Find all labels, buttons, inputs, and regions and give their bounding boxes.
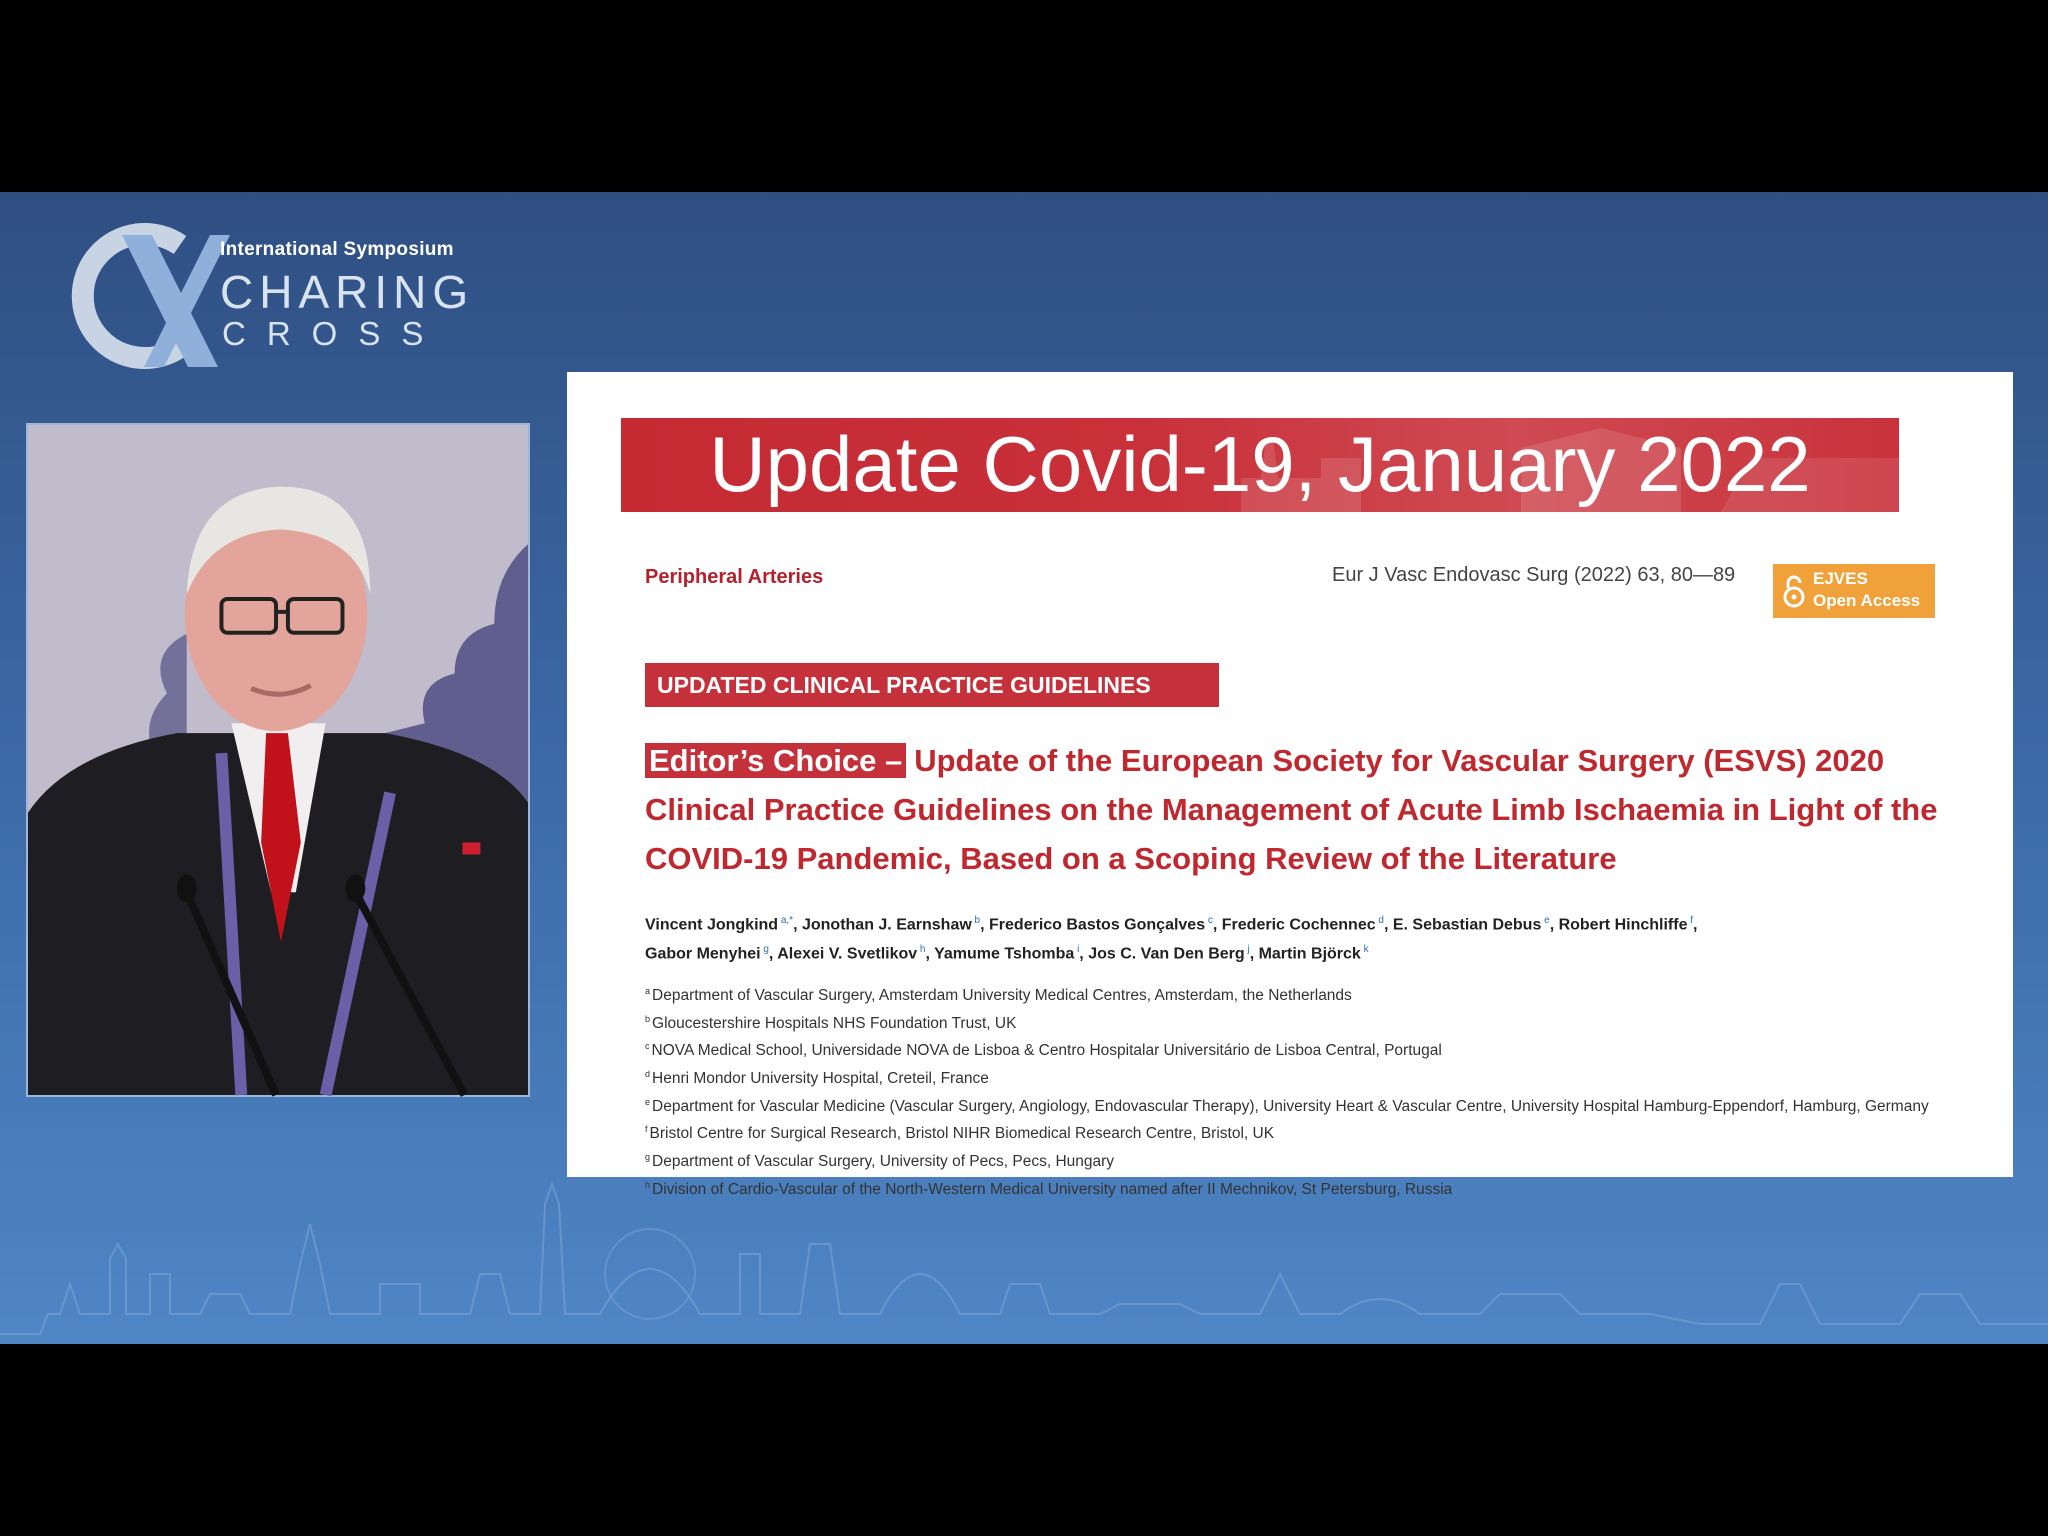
affiliation-marker: c — [645, 1041, 650, 1052]
author-list: Vincent Jongkind $^{a,*}$, Jonothan J. Earnshaw $^b$, Frederico Bastos Gonçalves $^c$, Frederic Cochennec $^d$, E. Sebastian Debus $^e$, Robert Hinchliffe $^f$, Gabor Menyhei $^g$, Alexei V. Svetlikov $^h$, Yamume Tshomba $^i$, Jos C. Van Den Berg $^j$, Martin Björck $^k$ — [645, 915, 1698, 963]
author-affiliation-marker: b — [971, 915, 981, 926]
affiliation-marker: g — [645, 1151, 651, 1162]
affiliation-row — [645, 1174, 1945, 1202]
article-title — [645, 736, 1945, 883]
charing-cross-logo — [60, 217, 480, 377]
affiliation-marker: b — [645, 1013, 651, 1024]
author-name: Frederico Bastos Gonçalves — [989, 916, 1206, 934]
presentation-stage — [0, 192, 2048, 1344]
author-affiliation-marker: e — [1541, 915, 1550, 926]
section-label: Peripheral Arteries — [645, 566, 824, 588]
author-name: Yamume Tshomba — [934, 945, 1075, 963]
affiliation-row — [645, 1146, 1945, 1174]
slide-document — [567, 372, 2013, 1198]
affiliation-marker: a — [645, 986, 651, 996]
author-affiliation-marker: c — [1205, 915, 1213, 926]
author-affiliation-marker: g — [760, 944, 769, 956]
author-name: E. Sebastian Debus — [1392, 916, 1542, 934]
author-affiliation-marker: i — [1074, 944, 1080, 956]
cx-logo-icon — [60, 217, 230, 377]
author-name: Alexei V. Svetlikov — [777, 945, 918, 963]
author-affiliation-marker: h — [917, 944, 926, 956]
affiliation-marker: h — [645, 1179, 651, 1190]
affiliation-text: Division of Cardio-Vascular of the North-Western Medical University named after II Mechnikov, St Petersburg, Russia — [652, 1180, 1453, 1198]
affiliation-text: Henri Mondor University Hospital, Creteil, France — [652, 1070, 989, 1088]
author-affiliation-marker: j — [1244, 944, 1250, 956]
cross-wordmark: CROSS — [222, 315, 445, 352]
affiliation-text: Department for Vascular Medicine (Vascular Surgery, Angiology, Endovascular Therapy), University Heart & Vascular Centre, University Hospital Hamburg-Eppendorf, Hamburg, Germany — [652, 1097, 1929, 1115]
open-access-line1: EJVES — [1813, 569, 1868, 588]
affiliation-row — [645, 980, 1945, 1008]
affiliation-row — [645, 1063, 1945, 1091]
author-name: Frederic Cochennec — [1221, 916, 1376, 934]
speaker-figure — [28, 425, 528, 1095]
affiliation-row — [645, 1035, 1945, 1063]
affiliation-row — [645, 1118, 1945, 1146]
journal-citation: Eur J Vasc Endovasc Surg (2022) 63, 80—89 — [1332, 564, 1736, 586]
affiliation-list — [645, 980, 1945, 1201]
affiliation-row — [645, 1008, 1945, 1036]
article-title-text: Update of the European Society for Vascular Surgery (ESVS) 2020 Clinical Practice Guidelines on the Management of Acute Limb Ischaemia in Light of the COVID-19 Pandemic, Based on a Scoping Review of the Literature — [645, 743, 1938, 876]
author-affiliation-marker: k — [1360, 944, 1369, 956]
affiliation-text: Department of Vascular Surgery, University of Pecs, Pecs, Hungary — [652, 1153, 1115, 1171]
affiliation-text: Department of Vascular Surgery, Amsterdam University Medical Centres, Amsterdam, the Netherlands — [652, 987, 1352, 1005]
author-affiliation-marker: a,* — [778, 915, 794, 926]
charing-wordmark: CHARING — [220, 266, 475, 318]
slide-banner — [621, 418, 1899, 512]
author-name: Jonothan J. Earnshaw — [801, 916, 972, 934]
author-affiliation-marker: f — [1687, 915, 1694, 926]
symposium-label: International Symposium — [220, 239, 454, 260]
affiliation-text: Gloucestershire Hospitals NHS Foundation Trust, UK — [652, 1014, 1017, 1032]
open-access-badge — [1773, 564, 1935, 618]
author-name: Gabor Menyhei — [645, 945, 761, 963]
affiliation-row — [645, 1091, 1945, 1119]
open-access-line2: Open Access — [1813, 591, 1921, 610]
affiliation-marker: d — [645, 1068, 651, 1079]
author-name: Martin Björck — [1258, 945, 1361, 963]
speaker-video-feed — [26, 423, 530, 1097]
open-lock-icon — [1781, 574, 1807, 608]
author-affiliation-marker: d — [1375, 915, 1384, 926]
author-name: Jos C. Van Den Berg — [1088, 945, 1245, 963]
banner-title: Update Covid-19, January 2022 — [709, 420, 1811, 508]
affiliation-marker: f — [645, 1124, 648, 1135]
editors-choice-label: Editor’s Choice – — [645, 743, 906, 778]
affiliation-text: NOVA Medical School, Universidade NOVA de Lisboa & Centro Hospitalar Universitário de Lisboa Central, Portugal — [651, 1042, 1442, 1060]
category-label: UPDATED CLINICAL PRACTICE GUIDELINES — [645, 663, 1219, 707]
author-name: Robert Hinchliffe — [1558, 916, 1688, 934]
affiliation-marker: e — [645, 1096, 651, 1107]
affiliation-text: Bristol Centre for Surgical Research, Bristol NIHR Biomedical Research Centre, Bristol, UK — [649, 1125, 1275, 1143]
author-name: Vincent Jongkind — [645, 916, 779, 934]
